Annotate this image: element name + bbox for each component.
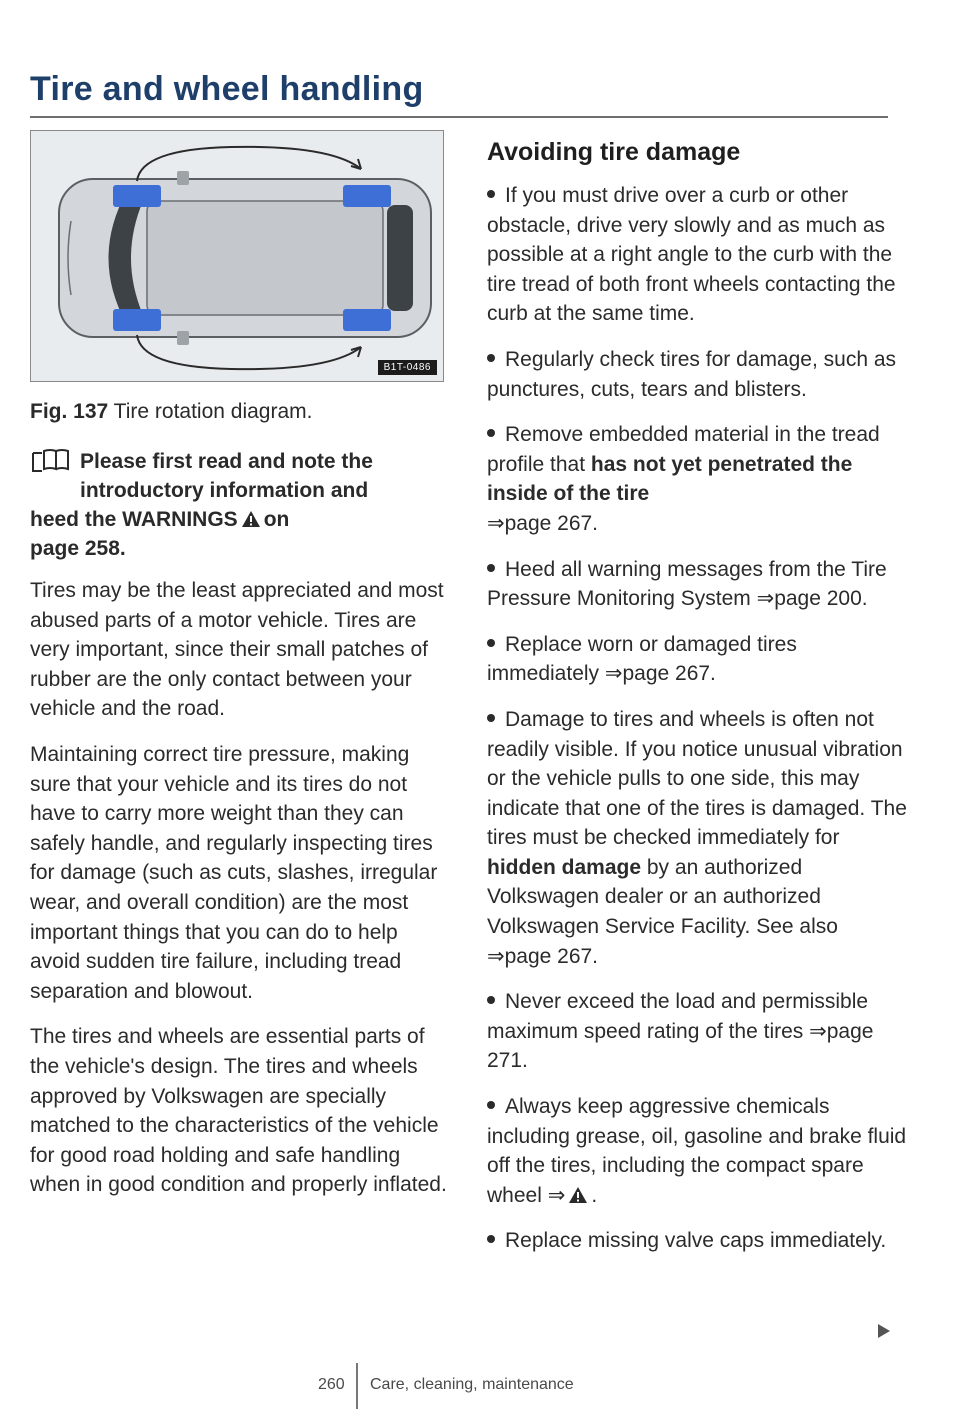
left-column-body	[30, 576, 450, 1216]
bullet-dot	[487, 564, 495, 572]
car-top-view-illustration	[31, 131, 443, 381]
figure-label: Fig. 137	[30, 400, 109, 423]
figure-caption	[30, 400, 312, 424]
intro-page-ref[interactable]: page 258.	[30, 537, 126, 560]
intro-line-1: Please first read and note the	[80, 450, 373, 473]
paragraph-3: The tires and wheels are essential parts of the vehicle's design. The tires and wheels approved by Volkswagen are specially matched to the characteristics of the vehicle for good road holding and safe handling when in good condition and properly inflated.	[30, 1025, 447, 1197]
footer-section-title: Care, cleaning, maintenance	[370, 1376, 574, 1393]
bullet-chemicals: Always keep aggressive chemicals including grease, oil, gasoline and brake fluid off the tires, including the compact spare wheel ⇒ .	[487, 1095, 907, 1207]
bullet-hidden-damage: Damage to tires and wheels is often not readily visible. If you notice unusual vibration or the vehicle pulls to one side, this may indicate that one of the tires is damaged. The tires must be checked immediately for hidden damage by an authorized Volkswagen dealer or an authorized Volkswagen Service Facility. See also ⇒page 267.	[487, 707, 907, 968]
title-divider	[30, 116, 888, 118]
footer-divider	[356, 1363, 358, 1409]
right-column	[487, 130, 907, 1272]
warning-icon	[568, 1186, 588, 1204]
figure-caption-text: Tire rotation diagram.	[113, 400, 313, 423]
rear-right-wheel	[343, 309, 391, 331]
intro-note	[30, 447, 450, 563]
bullet-tpms: Heed all warning messages from the Tire Pressure Monitoring System ⇒page 200.	[487, 557, 887, 611]
bullet-dot	[487, 714, 495, 722]
bullet-check-tires: Regularly check tires for damage, such as punctures, cuts, tears and blisters.	[487, 347, 897, 401]
page-ref-link[interactable]: ⇒page 267.	[487, 511, 599, 535]
bullet-load-speed: Never exceed the load and permissible maximum speed rating of the tires ⇒page 271.	[487, 990, 874, 1073]
continue-arrow-icon	[878, 1324, 890, 1338]
intro-line-3: heed the WARNINGS on	[30, 508, 290, 531]
page-title: Tire and wheel handling	[30, 70, 424, 108]
rear-window	[387, 205, 413, 311]
intro-line-2: introductory information and	[80, 479, 369, 502]
bullet-dot	[487, 190, 495, 198]
bullet-dot	[487, 996, 495, 1004]
warning-icon	[241, 510, 261, 528]
bullet-replace-worn: Replace worn or damaged tires immediately ⇒page 267.	[487, 632, 797, 686]
roof	[147, 201, 383, 315]
tire-rotation-figure	[30, 130, 444, 382]
figure-code: B1T-0486	[378, 360, 437, 375]
section-heading: Avoiding tire damage	[487, 138, 741, 166]
bullet-embedded-material: Remove embedded material in the tread profile that has not yet penetrated the inside of the tire ⇒page 267.	[487, 423, 880, 535]
paragraph-2: Maintaining correct tire pressure, making sure that your vehicle and its tires do not have to carry more weight than they can safely handle, and regularly inspecting tires for damage (such as cuts, slashes, irregular wear, and overall condition) are the most important things that you can do to help avoid sudden tire failure, including tread separation and blowout.	[30, 742, 438, 1003]
front-right-wheel	[113, 309, 161, 331]
bullet-valve-caps: Replace missing valve caps immediately.	[487, 1226, 907, 1256]
bullet-curb: If you must drive over a curb or other obstacle, drive very slowly and as much as possible at a right angle to the curb with the tire tread of both front wheels contacting the curb at the same time.	[487, 184, 896, 326]
bullet-dot	[487, 354, 495, 362]
paragraph-1: Tires may be the least appreciated and most abused parts of a motor vehicle. Tires are very important, since their small patches of rubber are the only contact between your vehicle and the road.	[30, 579, 444, 721]
page-number: 260	[318, 1376, 345, 1393]
bullet-dot	[487, 429, 495, 437]
bullet-dot	[487, 639, 495, 647]
bullet-dot	[487, 1235, 495, 1243]
rear-left-wheel	[343, 185, 391, 207]
bullet-dot	[487, 1101, 495, 1109]
front-left-wheel	[113, 185, 161, 207]
book-icon	[30, 447, 72, 475]
